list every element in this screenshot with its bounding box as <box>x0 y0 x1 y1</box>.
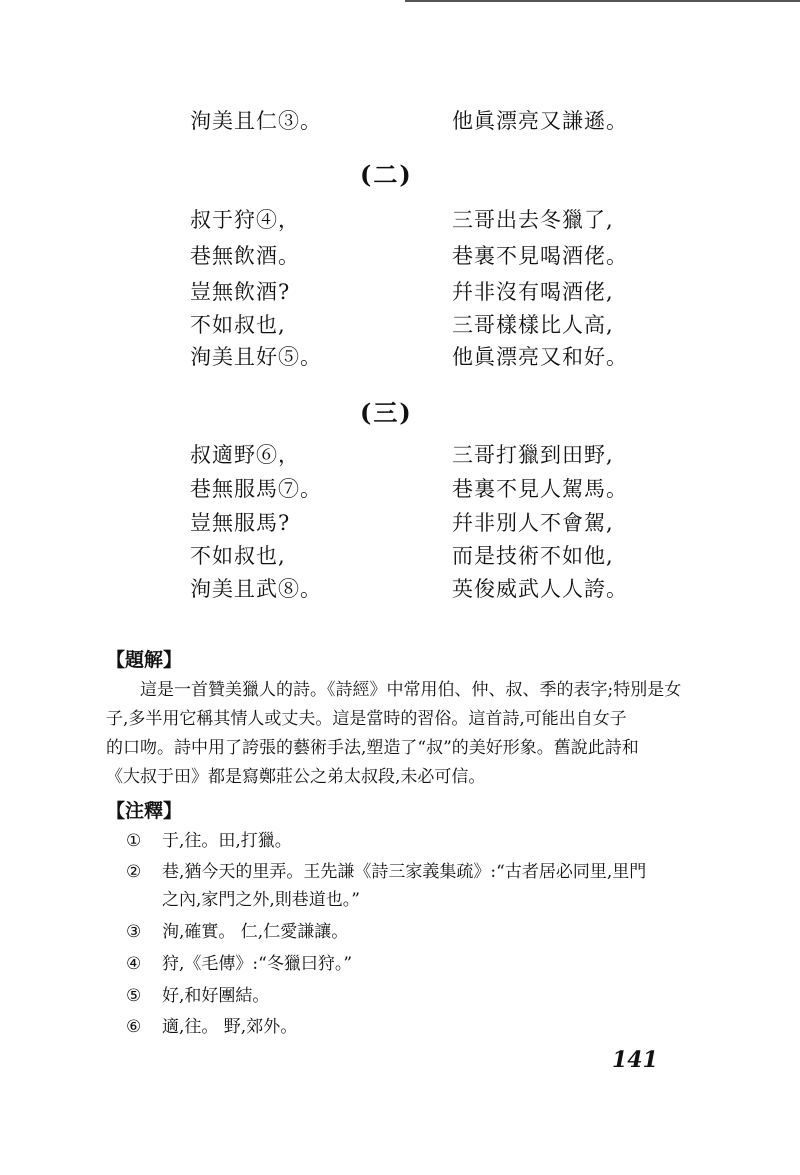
note-item <box>126 827 292 855</box>
note-text-continuation: 之內,家門之外,則巷道也。” <box>162 890 360 910</box>
note-number: ② <box>126 862 142 882</box>
stanza2-translation-line-1: 三哥出去冬獵了, <box>452 208 614 232</box>
stanza1-original-line: 洵美且仁③。 <box>190 109 322 133</box>
stanza1-translation-line: 他眞漂亮又謙遜。 <box>452 109 628 133</box>
stanza3-original-line-4: 不如叔也, <box>190 544 286 568</box>
stanza3-heading: (三) <box>360 398 413 427</box>
stanza2-heading: (二) <box>360 160 413 189</box>
stanza3-original-line-3: 豈無服馬? <box>190 511 291 535</box>
stanza2-original-line-3: 豈無飲酒? <box>190 280 291 304</box>
stanza3-translation-line-5: 英俊威武人人誇。 <box>452 577 628 601</box>
note-item <box>126 982 269 1010</box>
note-item <box>126 858 646 914</box>
zhushi-heading: 【注釋】 <box>106 800 183 822</box>
note-number: ① <box>126 831 142 851</box>
tijie-line-2: 子,多半用它稱其情人或丈夫。這是當時的習俗。這首詩,可能出自女子 <box>106 709 627 729</box>
stanza3-original-line-5: 洵美且武⑧。 <box>190 577 322 601</box>
tijie-line-4: 《大叔于田》都是寫鄭莊公之弟太叔段,未必可信。 <box>106 767 486 787</box>
note-text: 洵,確實。 仁,仁愛謙讓。 <box>162 922 349 942</box>
note-text: 好,和好團結。 <box>162 986 270 1006</box>
stanza2-translation-line-2: 巷裏不見喝酒佬。 <box>452 244 628 268</box>
stanza2-translation-line-5: 他眞漂亮又和好。 <box>452 345 628 369</box>
note-text: 適,往。 野,郊外。 <box>162 1017 298 1037</box>
stanza3-translation-line-1: 三哥打獵到田野, <box>452 443 614 467</box>
note-item <box>126 1013 297 1041</box>
tijie-line-3: 的口吻。詩中用了誇張的藝術手法,塑造了“叔”的美好形象。舊說此詩和 <box>106 738 639 758</box>
tijie-line-1: 這是一首贊美獵人的詩。《詩經》中常用伯、仲、叔、季的表字;特別是女 <box>106 680 682 700</box>
note-number: ⑥ <box>126 1017 142 1037</box>
page-number: 141 <box>612 1047 658 1073</box>
note-number: ③ <box>126 922 142 942</box>
scan-edge-rule <box>405 0 800 12</box>
stanza2-translation-line-3: 幷非沒有喝酒佬, <box>452 280 614 304</box>
note-item <box>126 950 352 978</box>
stanza3-translation-line-3: 幷非別人不會駕, <box>452 511 614 535</box>
stanza3-original-line-2: 巷無服馬⑦。 <box>190 477 322 501</box>
stanza3-original-line-1: 叔適野⑥， <box>190 443 300 467</box>
stanza3-translation-line-2: 巷裏不見人駕馬。 <box>452 477 628 501</box>
note-number: ④ <box>126 954 142 974</box>
stanza3-translation-line-4: 而是技術不如他, <box>452 544 614 568</box>
stanza2-translation-line-4: 三哥樣樣比人高, <box>452 313 614 337</box>
note-number: ⑤ <box>126 986 142 1006</box>
tijie-paragraph <box>106 676 682 792</box>
tijie-heading: 【題解】 <box>106 649 183 671</box>
stanza2-original-line-2: 巷無飲酒。 <box>190 244 300 268</box>
note-text: 狩,《毛傳》:“冬獵曰狩。” <box>162 954 353 974</box>
note-text: 巷,猶今天的里弄。王先謙《詩三家義集疏》:“古者居必同里,里門 <box>162 862 647 882</box>
stanza2-original-line-4: 不如叔也, <box>190 313 286 337</box>
note-text: 于,往。田,打獵。 <box>162 831 292 851</box>
note-item <box>126 918 348 946</box>
stanza2-original-line-5: 洵美且好⑤。 <box>190 345 322 369</box>
stanza2-original-line-1: 叔于狩④， <box>190 208 300 232</box>
